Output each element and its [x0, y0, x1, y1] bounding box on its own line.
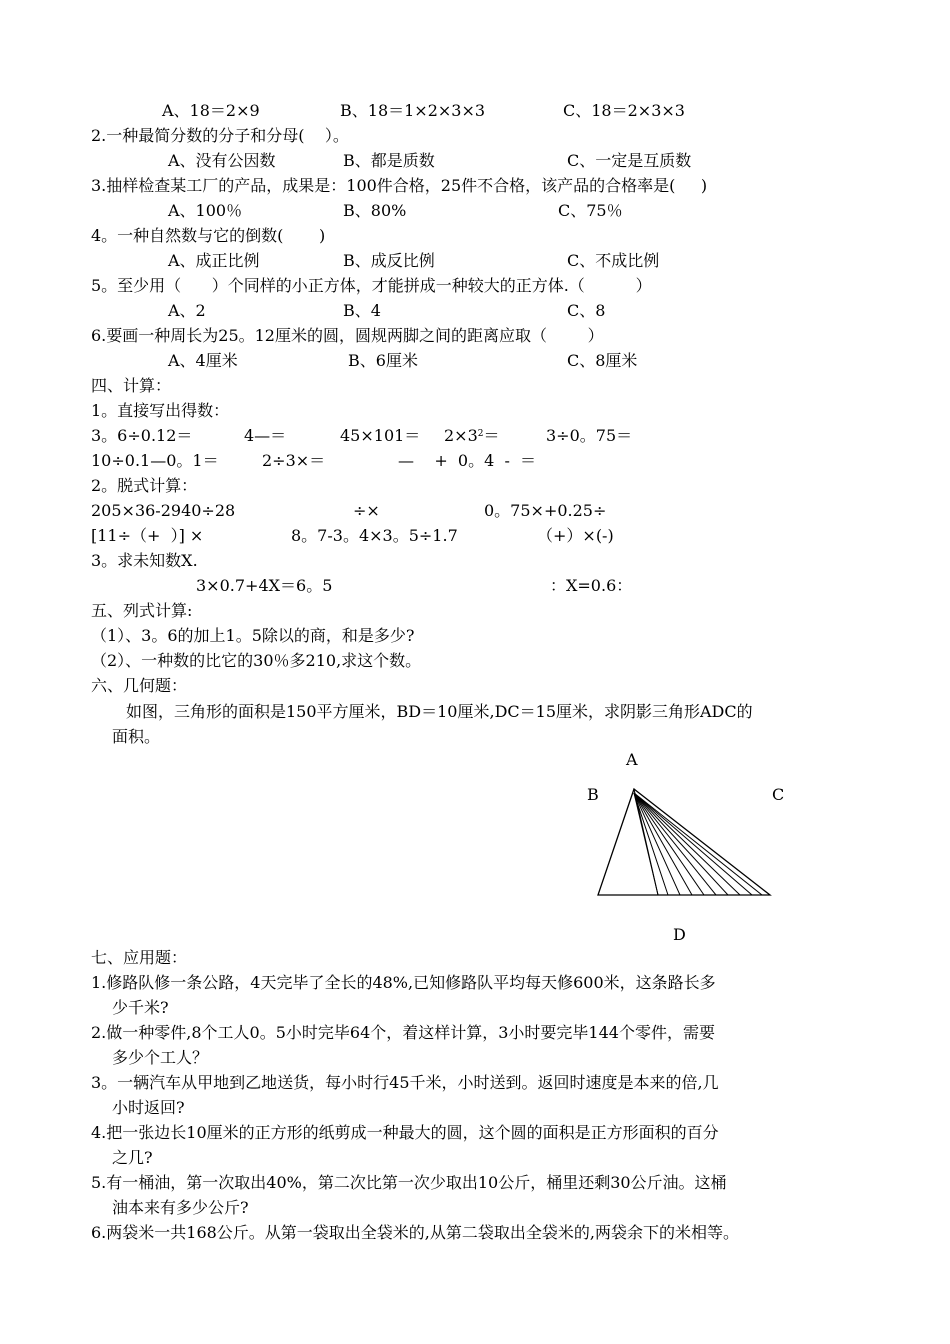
calc-r1-d: [444, 426, 500, 446]
q6-option-b: B、6厘米: [348, 351, 418, 370]
section6-text-line1: 如图，三角形的面积是150平方厘米，BD＝10厘米,DC＝15厘米，求阴影三角形ADC的: [126, 702, 753, 721]
label-c: C: [772, 785, 785, 804]
q4-option-a: A、成正比例: [168, 251, 260, 270]
calc-r1-b: 4—＝: [244, 426, 287, 445]
q1-option-c: C、18＝2×3×3: [563, 101, 685, 120]
q1-option-b: B、18＝1×2×3×3: [340, 101, 486, 120]
app-problem-3-line2: 小时返回?: [112, 1098, 185, 1117]
label-d: D: [673, 925, 686, 944]
calc-r1-a: 3。6÷0.12＝: [91, 426, 193, 445]
section6-title: 六、几何题：: [91, 676, 188, 695]
calc-r3-a: 205×36-2940÷28: [91, 501, 236, 520]
app-problem-2-line1: 2.做一种零件,8个工人0。5小时完毕64个，着这样计算，3小时要完毕144个零件，需要: [91, 1023, 715, 1042]
calc-r2-b: 2÷3×＝: [262, 451, 326, 470]
label-b: B: [587, 785, 599, 804]
calc-r3-b: ÷×: [353, 501, 380, 520]
app-problem-2-line2: 多少个工人？: [112, 1048, 209, 1067]
q6-option-c: C、8厘米: [567, 351, 638, 370]
section4-sub2: 2。脱式计算：: [91, 476, 198, 495]
equation-a: 3×0.7+4X＝6。5: [196, 576, 333, 595]
q3-option-b: B、80%: [343, 201, 407, 220]
calc-r1-d-exponent: 2: [477, 429, 484, 439]
calc-r4-a: [11÷（+ ）] ×: [91, 526, 204, 545]
q4-option-c: C、不成比例: [567, 251, 660, 270]
q5-stem: 5。至少用（ ）个同样的小正方体，才能拼成一种较大的正方体.（ ）: [91, 276, 652, 295]
app-problem-5-line2: 油本来有多少公斤?: [112, 1198, 249, 1217]
calc-r3-c: 0。75×+0.25÷: [484, 501, 607, 520]
q3-option-a: A、100％: [168, 201, 243, 220]
calc-r1-d-base: 2×3: [444, 426, 478, 445]
section5-title: 五、列式计算:: [91, 601, 193, 620]
section7-title: 七、应用题：: [91, 948, 188, 967]
q2-option-c: C、一定是互质数: [567, 151, 692, 170]
section5-problem-1: （1）、3。6的加上1。5除以的商，和是多少?: [91, 626, 415, 645]
calc-r4-c: （+）×(-): [537, 526, 614, 545]
app-problem-3-line1: 3。一辆汽车从甲地到乙地送货，每小时行45千米，小时送到。返回时速度是本来的倍,几: [91, 1073, 719, 1092]
section5-problem-2: （2）、一种数的比它的30％多210,求这个数。: [91, 651, 422, 670]
q4-option-b: B、成反比例: [343, 251, 435, 270]
calc-r1-c: 45×101＝: [340, 426, 421, 445]
q5-option-b: B、4: [343, 301, 381, 320]
hatch-lines: [634, 793, 762, 895]
q6-option-a: A、4厘米: [168, 351, 238, 370]
label-a: A: [626, 750, 638, 769]
q3-option-c: C、75％: [558, 201, 623, 220]
q1-option-a: A、18＝2×9: [162, 101, 260, 120]
q3-stem: 3.抽样检查某工厂的产品，成果是：100件合格，25件不合格，该产品的合格率是( ): [91, 176, 708, 195]
app-problem-4-line2: 之几?: [112, 1148, 153, 1167]
section4-title: 四、计算：: [91, 376, 172, 395]
triangle-abc: [598, 789, 770, 895]
calc-r2-a: 10÷0.1—0。1＝: [91, 451, 219, 470]
app-problem-1-line1: 1.修路队修一条公路，4天完毕了全长的48%,已知修路队平均每天修600米，这条路长多: [91, 973, 716, 992]
app-problem-5-line1: 5.有一桶油，第一次取出40%，第二次比第一次少取出10公斤，桶里还剩30公斤油。这桶: [91, 1173, 727, 1192]
calc-r2-c: — + 0。4 - ＝: [398, 451, 537, 470]
section4-sub1: 1。直接写出得数：: [91, 401, 230, 420]
calc-r1-e: 3÷0。75＝: [546, 426, 633, 445]
equation-b: ：X=0.6：: [550, 576, 633, 595]
q4-stem: 4。一种自然数与它的倒数( ): [91, 226, 326, 245]
section6-text-line2: 面积。: [112, 727, 161, 746]
calc-r1-d-equals: ＝: [483, 426, 500, 445]
triangle-figure: [570, 745, 810, 945]
app-problem-4-line1: 4.把一张边长10厘米的正方形的纸剪成一种最大的圆，这个圆的面积是正方形面积的百分: [91, 1123, 719, 1142]
q5-option-c: C、8: [567, 301, 606, 320]
app-problem-6: 6.两袋米一共168公斤。从第一袋取出全袋米的,从第二袋取出全袋米的,两袋余下的米相等。: [91, 1223, 739, 1242]
q2-stem: 2.一种最简分数的分子和分母( ）。: [91, 126, 349, 145]
q6-stem: 6.要画一种周长为25。12厘米的圆，圆规两脚之间的距离应取（ ）: [91, 326, 604, 345]
section4-sub3: 3。求未知数X.: [91, 551, 198, 570]
q2-option-b: B、都是质数: [343, 151, 435, 170]
q5-option-a: A、2: [168, 301, 206, 320]
q2-option-a: A、没有公因数: [168, 151, 276, 170]
app-problem-1-line2: 少千米?: [112, 998, 169, 1017]
calc-r4-b: 8。7-3。4×3。5÷1.7: [291, 526, 458, 545]
